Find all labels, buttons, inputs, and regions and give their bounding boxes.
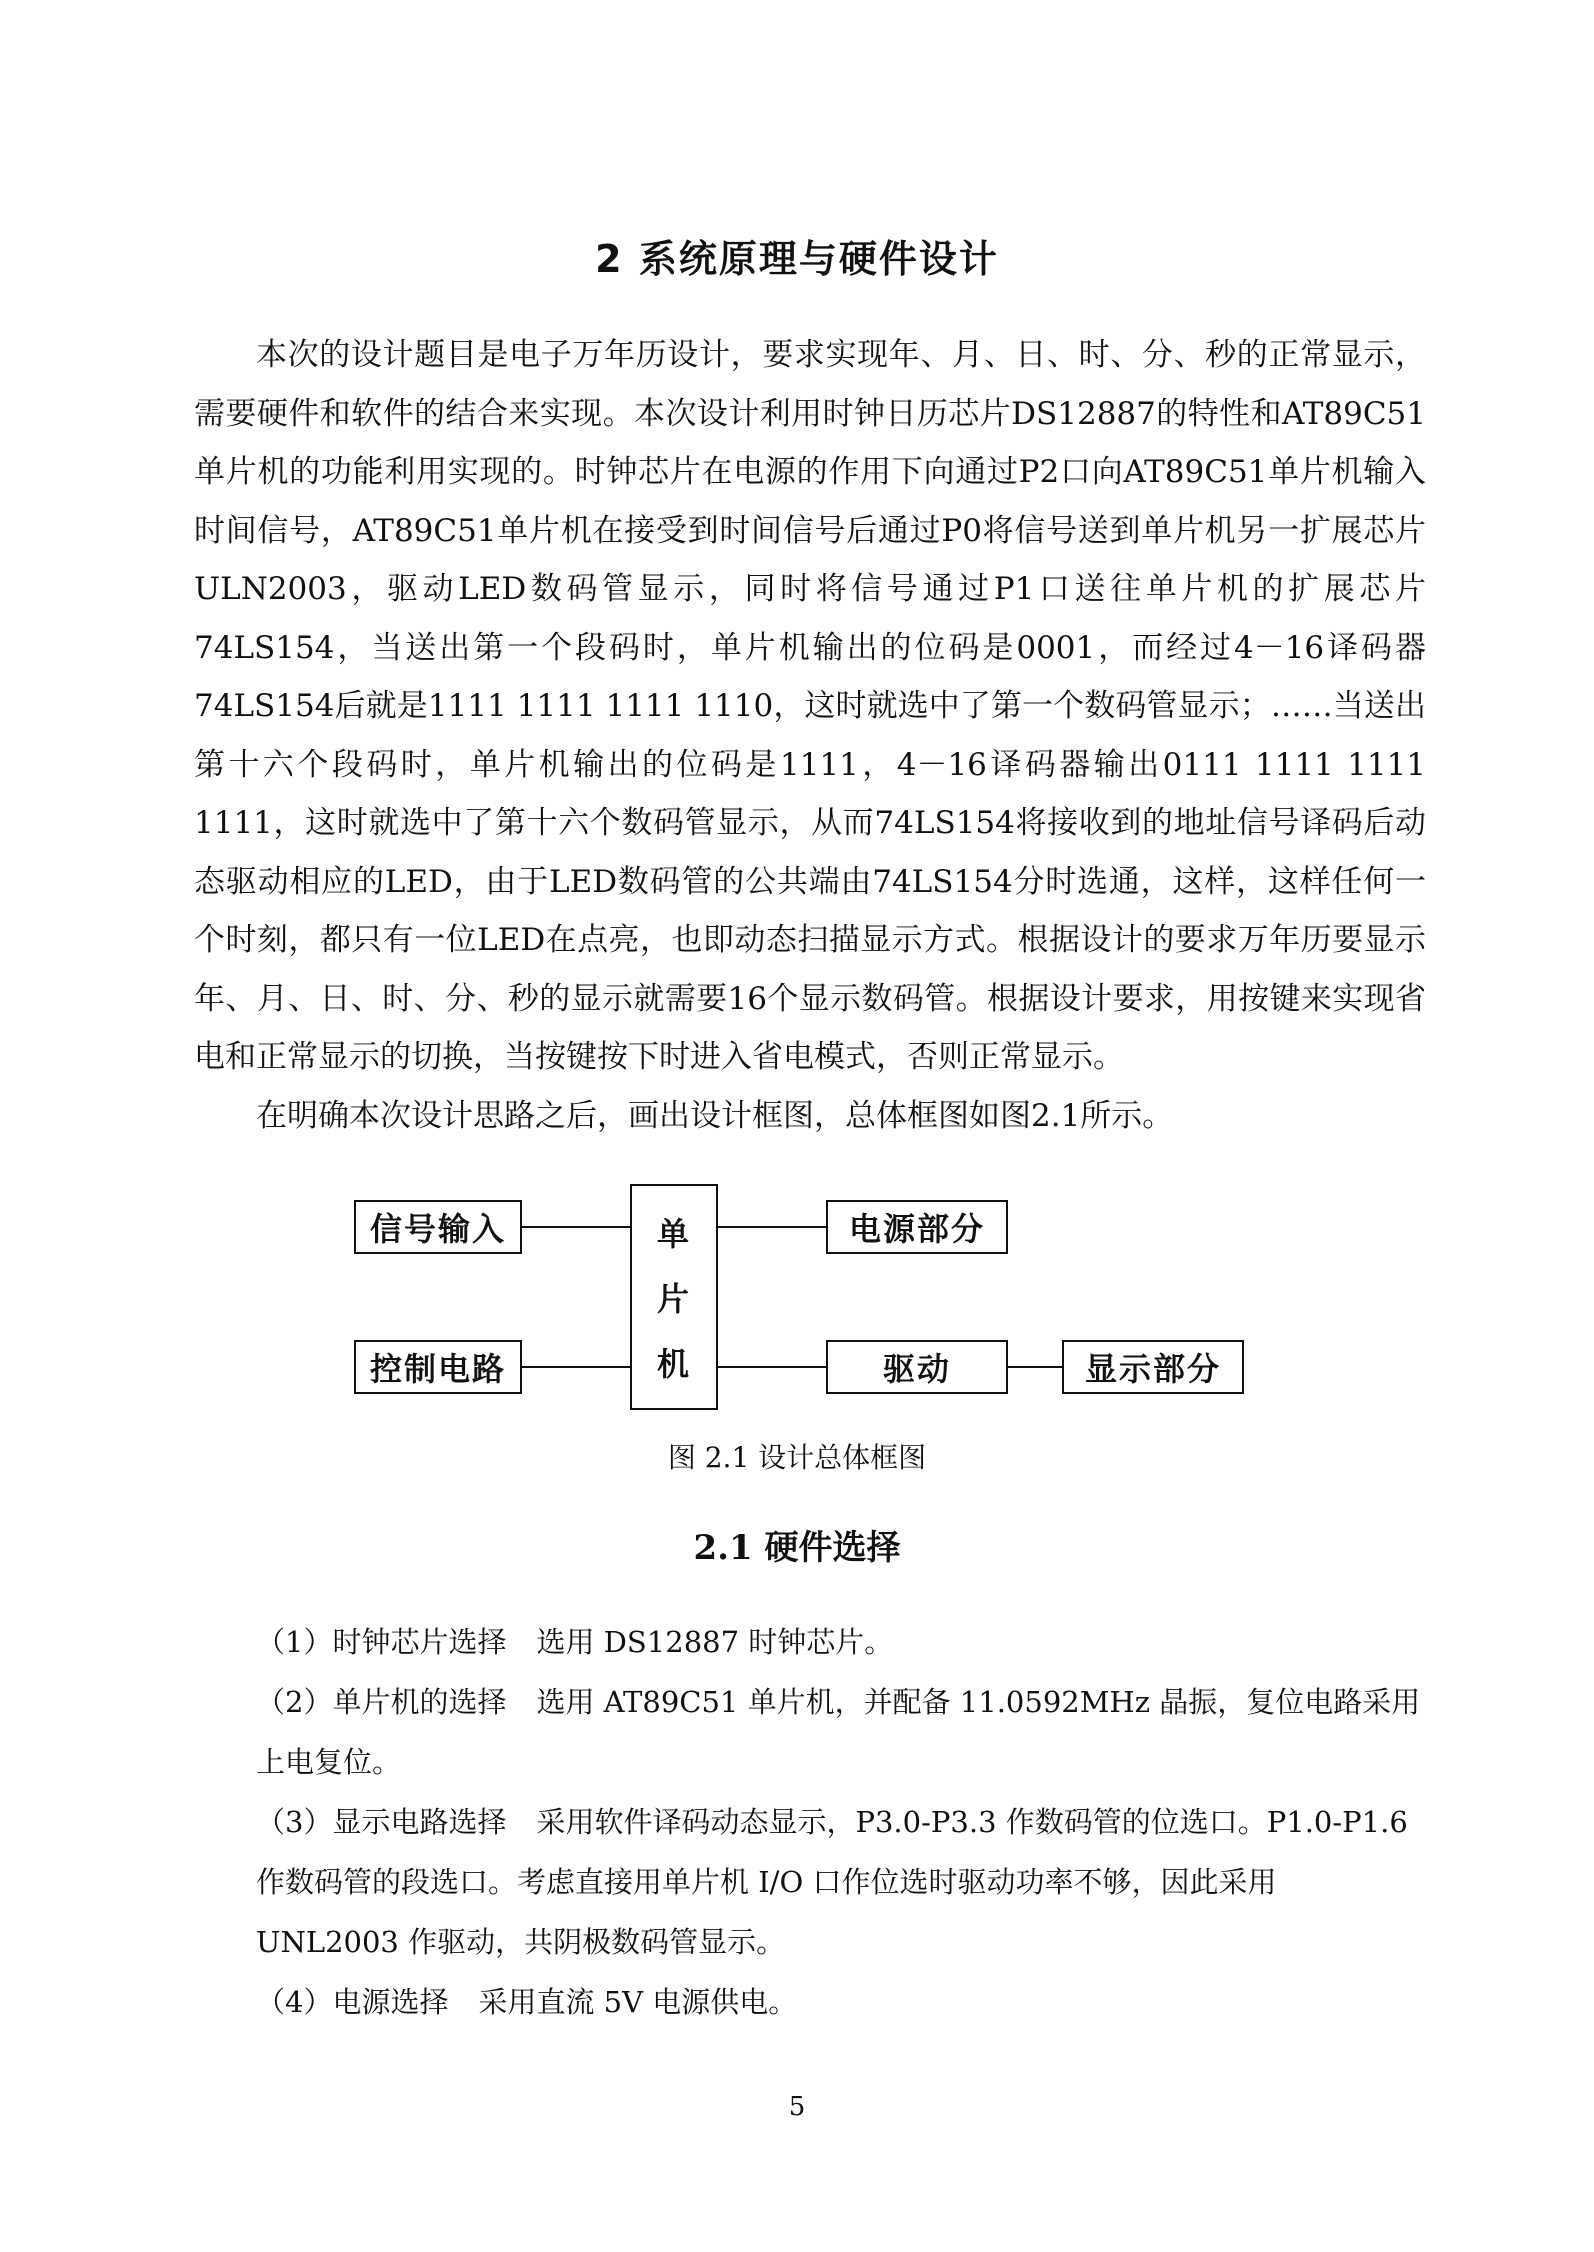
- block-diagram: [340, 1180, 1260, 1420]
- connector-driver-display: [1006, 1366, 1064, 1368]
- hardware-item-label: （3）显示电路选择: [256, 1805, 507, 1839]
- chapter-heading: 2 系统原理与硬件设计: [595, 237, 999, 281]
- hardware-item-label: （1）时钟芯片选择: [256, 1625, 507, 1659]
- hardware-item-text: 采用软件译码动态显示，P3.0-P3.3 作数码管的位选口。P1.0-P1.6 作数码管的段选口。考虑直接用单片机 I/O 口作位选时驱动功率不够，因此采用 UNL2003 作驱动，共阴极数码管显示。: [256, 1805, 1408, 1959]
- signal-input-box: 信号输入: [354, 1200, 522, 1254]
- mcu-label-2: 片: [656, 1279, 691, 1318]
- figure-caption: 图 2.1 设计总体框图: [667, 1441, 927, 1474]
- mcu-box: [630, 1184, 718, 1410]
- power-box: 电源部分: [826, 1200, 1008, 1254]
- hardware-item: [194, 1612, 1426, 1672]
- hardware-item-text: 选用 AT89C51 单片机，并配备 11.0592MHz 晶振，复位电路采用上电复位。: [256, 1685, 1421, 1779]
- control-circuit-box: 控制电路: [354, 1340, 522, 1394]
- hardware-item: [194, 1972, 1426, 2032]
- hardware-list: [194, 1612, 1426, 2032]
- connector-mcu-power: [716, 1226, 828, 1228]
- page-number: 5: [788, 2092, 806, 2122]
- hardware-item-text: 选用 DS12887 时钟芯片。: [536, 1625, 894, 1659]
- hardware-item: [194, 1672, 1426, 1792]
- connector-signal-mcu: [520, 1226, 632, 1228]
- driver-box: 驱动: [826, 1340, 1008, 1394]
- hardware-item: [194, 1792, 1426, 1972]
- mcu-label-1: 单: [656, 1215, 691, 1254]
- connector-control-mcu: [520, 1366, 632, 1368]
- body-text: [194, 326, 1426, 1145]
- hardware-item-label: （4）电源选择: [256, 1985, 449, 2019]
- paragraph-principle: 本次的设计题目是电子万年历设计，要求实现年、月、日、时、分、秒的正常显示，需要硬件和软件的结合来实现。本次设计利用时钟日历芯片DS12887的特性和AT89C51单片机的功能利用实现的。时钟芯片在电源的作用下向通过P2口向AT89C51单片机输入时间信号，AT89C51单片机在接受到时间信号后通过P0将信号送到单片机另一扩展芯片ULN2003，驱动LED数码管显示，同时将信号通过P1口送往单片机的扩展芯片74LS154，当送出第一个段码时，单片机输出的位码是0001，而经过4－16译码器74LS154后就是1111 1111 1111 1110，这时就选中了第一个数码管显示；……当送出第十六个段码时，单片机输出的位码是1111，4－16译码器输出0111 1111 1111 1111，这时就选中了第十六个数码管显示，从而74LS154将接收到的地址信号译码后动态驱动相应的LED，由于LED数码管的公共端由74LS154分时选通，这样，这样任何一个时刻，都只有一位LED在点亮，也即动态扫描显示方式。根据设计的要求万年历要显示年、月、日、时、分、秒的显示就需要16个显示数码管。根据设计要求，用按键来实现省电和正常显示的切换，当按键按下时进入省电模式，否则正常显示。: [194, 337, 1426, 1075]
- section-heading: 2.1 硬件选择: [693, 1528, 901, 1568]
- mcu-label-3: 机: [656, 1344, 691, 1383]
- display-box: 显示部分: [1062, 1340, 1244, 1394]
- connector-mcu-driver: [716, 1366, 828, 1368]
- hardware-item-text: 采用直流 5V 电源供电。: [478, 1985, 798, 2019]
- paragraph-diagram-intro: 在明确本次设计思路之后，画出设计框图，总体框图如图2.1所示。: [256, 1097, 1174, 1134]
- hardware-item-label: （2）单片机的选择: [256, 1685, 507, 1719]
